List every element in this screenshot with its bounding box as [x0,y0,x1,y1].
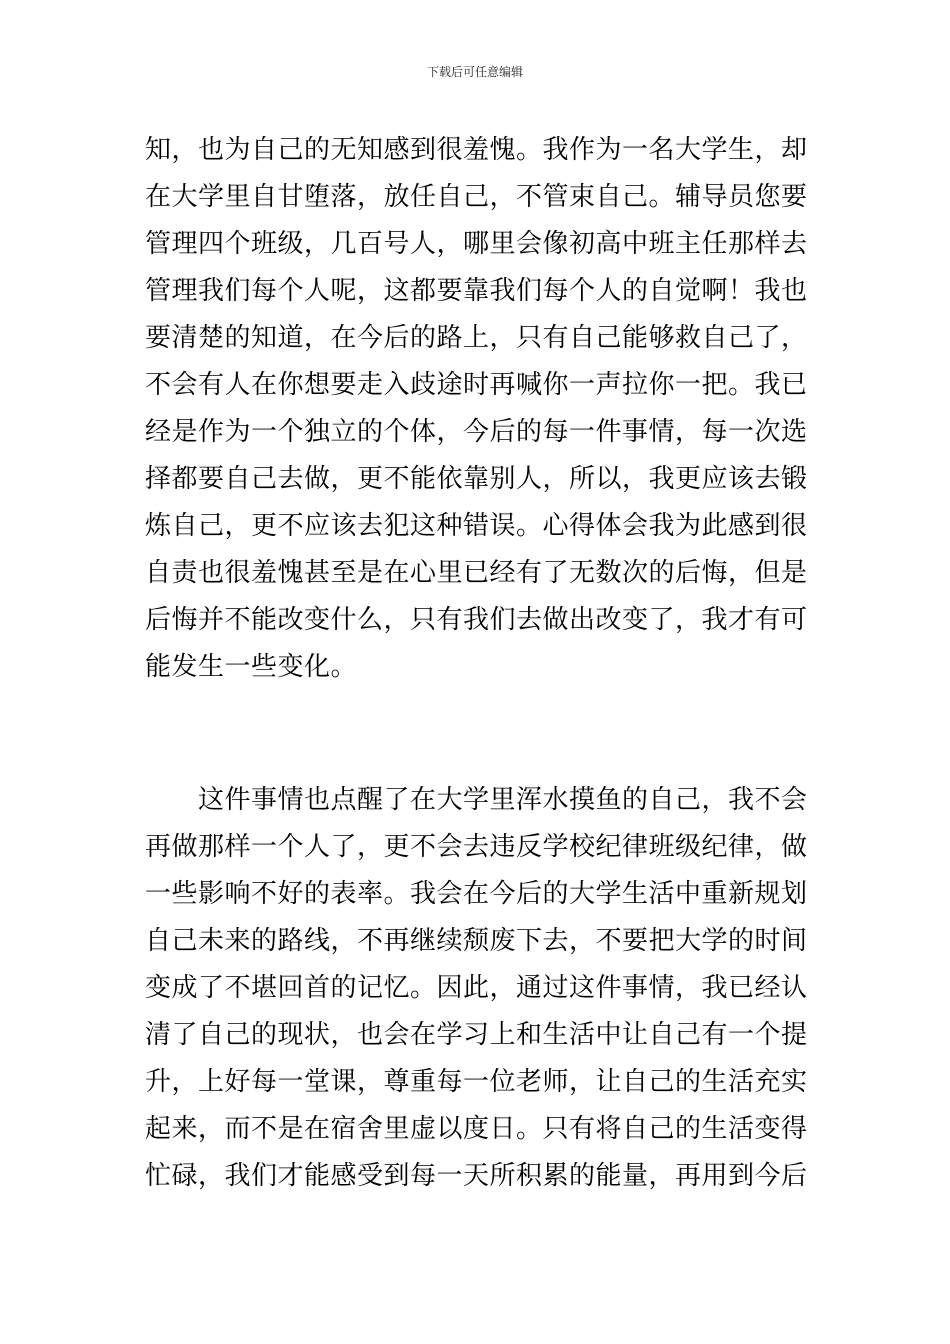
paragraph2-line: 自己未来的路线，不再继续颓废下去，不要把大学的时间 [145,926,808,956]
paragraph2-line: 再做那样一个人了，更不会去违反学校纪律班级纪律，做 [145,832,808,862]
paragraph1-line: 管理我们每个人呢，这都要靠我们每个人的自觉啊！我也 [145,276,808,306]
paragraph2-line: 升，上好每一堂课，尊重每一位老师，让自己的生活充实 [145,1067,808,1097]
paragraph1-line: 管理四个班级，几百号人，哪里会像初高中班主任那样去 [145,229,808,259]
paragraph1-line: 能发生一些变化。 [145,652,358,682]
paragraph1-line: 后悔并不能改变什么，只有我们去做出改变了，我才有可 [145,605,808,635]
paragraph1-line: 在大学里自甘堕落，放任自己，不管束自己。辅导员您要 [145,182,808,212]
paragraph2-line: 一些影响不好的表率。我会在今后的大学生活中重新规划 [145,879,808,909]
paragraph2-line: 起来，而不是在宿舍里虚以度日。只有将自己的生活变得 [145,1114,808,1144]
paragraph2-line: 这件事情也点醒了在大学里浑水摸鱼的自己，我不会 [198,785,808,815]
paragraph2-line: 变成了不堪回首的记忆。因此，通过这件事情，我已经认 [145,973,808,1003]
paragraph1-line: 知，也为自己的无知感到很羞愧。我作为一名大学生，却 [145,135,808,165]
paragraph1-line: 择都要自己去做，更不能依靠别人，所以，我更应该去锻 [145,464,808,494]
paragraph1-line: 不会有人在你想要走入歧途时再喊你一声拉你一把。我已 [145,370,808,400]
paragraph1-line: 炼自己，更不应该去犯这种错误。心得体会我为此感到很 [145,511,808,541]
page-header: 下载后可任意编辑 [426,65,523,79]
paragraph2-line: 忙碌，我们才能感受到每一天所积累的能量，再用到今后 [145,1161,808,1191]
paragraph2-line: 清了自己的现状，也会在学习上和生活中让自己有一个提 [145,1020,808,1050]
paragraph1-line: 自责也很羞愧甚至是在心里已经有了无数次的后悔，但是 [145,558,808,588]
paragraph1-line: 经是作为一个独立的个体，今后的每一件事情，每一次选 [145,417,808,447]
paragraph1-line: 要清楚的知道，在今后的路上，只有自己能够救自己了， [145,323,808,353]
